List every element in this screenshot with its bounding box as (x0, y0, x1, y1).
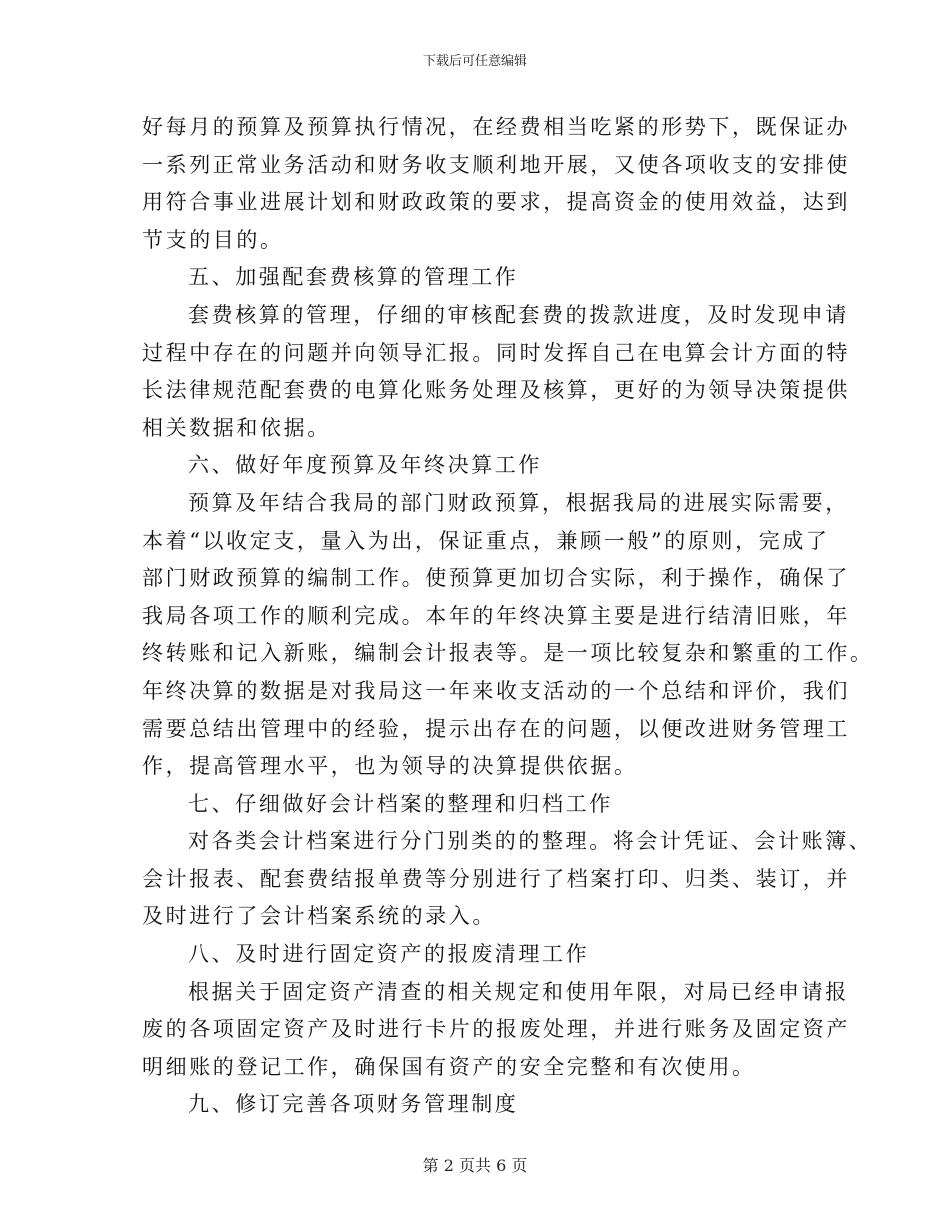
page-footer: 第 2 页共 6 页 (422, 1156, 528, 1175)
text-line: 本着“以收定支，量入为出，保证重点，兼顾一般”的原则，完成了 (142, 528, 830, 553)
text-line: 明细账的登记工作，确保国有资产的安全完整和有次使用。 (142, 1054, 756, 1079)
text-line: 年终决算的数据是对我局这一年来收支活动的一个总结和评价，我们 (142, 678, 850, 703)
text-line: 作，提高管理水平，也为领导的决算提供依据。 (142, 754, 638, 779)
text-line: 五、加强配套费核算的管理工作 (188, 265, 519, 290)
text-line: 七、仔细做好会计档案的整理和归档工作 (188, 791, 613, 816)
text-line: 八、及时进行固定资产的报废清理工作 (188, 942, 590, 967)
text-line: 好每月的预算及预算执行情况，在经费相当吃紧的形势下，既保证办 (142, 115, 850, 139)
text-line: 部门财政预算的编制工作。使预算更加切合实际，利于操作，确保了 (142, 566, 850, 591)
text-line: 一系列正常业务活动和财务收支顺利地开展，又使各项收支的安排使 (142, 152, 850, 177)
text-line: 废的各项固定资产及时进行卡片的报废处理，并进行账务及固定资产 (142, 1017, 850, 1042)
text-line: 需要总结出管理中的经验，提示出存在的问题，以便改进财务管理工 (142, 716, 850, 741)
text-line: 套费核算的管理，仔细的审核配套费的拨款进度，及时发现申请 (188, 302, 849, 327)
text-line: 用符合事业进展计划和财政政策的要求，提高资金的使用效益，达到 (142, 190, 850, 215)
text-line: 根据关于固定资产清查的相关规定和使用年限，对局已经申请报 (188, 979, 849, 1004)
text-line: 我局各项工作的顺利完成。本年的年终决算主要是进行结清旧账，年 (142, 603, 850, 628)
text-line: 及时进行了会计档案系统的录入。 (142, 904, 496, 929)
text-line: 过程中存在的问题并向领导汇报。同时发挥自己在电算会计方面的特 (142, 340, 850, 365)
document-body (142, 109, 874, 1124)
text-line: 长法律规范配套费的电算化账务处理及核算，更好的为领导决策提供 (142, 378, 850, 403)
text-line: 相关数据和依据。 (142, 415, 331, 440)
page-header: 下载后可任意编辑 (422, 54, 527, 69)
text-line: 九、修订完善各项财务管理制度 (188, 1092, 519, 1117)
text-line: 会计报表、配套费结报单费等分别进行了档案打印、归类、装订，并 (142, 866, 850, 891)
text-line: 六、做好年度预算及年终决算工作 (188, 453, 542, 478)
text-line: 对各类会计档案进行分门别类的的整理。将会计凭证、会计账簿、 (188, 829, 873, 854)
text-line: 预算及年结合我局的部门财政预算，根据我局的进展实际需要， (188, 490, 849, 515)
text-line: 节支的目的。 (142, 227, 284, 252)
text-line: 终转账和记入新账，编制会计报表等。是一项比较复杂和繁重的工作。 (142, 641, 874, 666)
